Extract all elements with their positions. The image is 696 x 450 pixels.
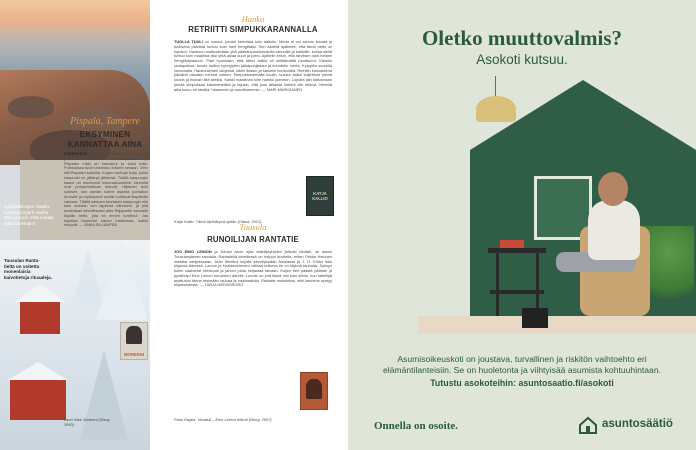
book-cover-katja-kallio [306,176,334,216]
asokoti-ad [348,0,696,450]
person-head [598,172,628,206]
lead-word: TUOLLA TUULI [174,40,203,44]
book-credit: Panu Rajala: Virvatuli – Eino Leinon elämä (Wsoy, 2007) [174,418,272,422]
lamp-cord [495,76,496,98]
asuntosaatio-logo [578,416,688,436]
lamp-icon [476,96,516,122]
winter-photo-caption: Tuusulan Ranta- tieltä on voitettu monenlaisia kaivotietoja rituaaleja. [4,258,52,280]
red-house [20,300,60,334]
ad-subtitle: Asokoti kutsuu. [476,52,568,67]
book-cover-moreeni [120,322,148,360]
author-portrait [306,379,322,399]
table-shelf [490,290,544,294]
ad-link[interactable]: Tutustu asokoteihin: asuntosaatio.fi/asokoti [430,378,614,388]
article-tuusula [160,222,346,450]
article-body [64,152,148,414]
book-credit: Katja Kallio: Tämä läpinäkyvä sydän (Otava, 2021) [174,220,262,224]
table-leg [536,252,539,316]
article-pispala [60,112,150,450]
ad-photo [418,76,696,334]
ad-title: Oletko muuttovalmis? [421,26,623,50]
article-kicker: Tuusula [239,222,267,232]
house-roof [14,284,66,302]
article-text: ja Juhani Ahon ajan taiteilijayhteisö jatkuisi tänään, se asuisi Tuusulanjärven rannalla. Rantatiellä kävellessä on helppo kuvitella, miten Pekka Halonen maalasi ateljeessaan, Jean Sibelius kirjoitti sävellyksiään Ainolassa ja J. H. Erkko istui kirjansa ääressä. Lemun ja Halosenniemen välissä kulkeva tie on täynnä tarinoita. Syksyn tullen vaahterat hehkuvat ja järven pinta heijastaa taivaan. Kuljen tien päästä päähän ja pysähdyn Eino Leinon runokiven äärelle. Luonto on yhä läsnä niin kuin silloin, kun taiteilijat asettuivat tänne etsimään rauhaa ja inspiraatiota. Rantatie muistuttaa, että kauneus syntyy hiljaisuudesta. — TARJA HIRVASNORO [174,250,332,288]
article-heading: RETRIITTI SIMPUKKARANNALLA [188,25,318,34]
article-text: Pohdiskelin selkää ja mikä menee ja ehdin. Täällä katto on aika Tampereella – ja Pispalan mäki on kasvanut ja tullut tuttu. Puistolassa tuuli tunkeutuu lokkien sekaan. Olen silti Pispalan kaduilla. Kuljen vanhoja kujia, joihin kaupunki on jättänyt jälkensä. Täällä kaupungin kaaos on muuttunut kokonaisuudeksi, tarinoita ovat pohjavirraltaan iskeviä. Hiljainen tuuli suhisee, kun asetan kolme askelta portaikon reunalle ja rapistuneet seinät hohtavat iltapäivän valossa. Täältä katsoen tunnistan kaupungin niin kuin muistan sen lapsena nähneeni, ja yhä uudestaan kävellessäni alas Rajaportin saunalle löydän reitin, jota en ennen tuntenut. Jos tuijottaa tarpeeksi kauan maisemaa, kaikki eksyvät. — ANNA SILLANPÄÄ [64,152,148,228]
rock [8,96,54,118]
author-portrait [126,326,142,344]
table-leg [496,252,499,316]
ad-slogan: Onnella on osoite. [374,420,459,432]
ad-body-text: Asumisoikeuskoti on joustava, turvallinen ja riskitön vaihtoehto eri elämäntilanteisiin. Se on huoletonta ja viihtyisää asumista kohtuuhintaan. [382,354,662,375]
house-logo-icon [578,416,598,434]
article-heading: RUNOILIJAN RANTATIE [207,235,299,244]
book-on-table [500,240,524,248]
lead-word: ETEENPÄIN! [64,152,88,156]
red-house [10,380,66,420]
lead-word: JOS EINO LEINON [174,250,212,254]
book-title: MOREENI [123,352,145,357]
book-cover-virvatuli [300,372,328,410]
article-text: on nousut, joudut kerrottaa kuin aaltoilu. Merta ei voi sanoin kuvata ja tuulisena päivänä tuntuu kuin meri hengittäisi. Sen äärellä ajattelee, että tämä hetki on loputon. Hankoon matkustetaan yhä pääkaupunkiseudulta rannoille ja kallioille, koska siellä tuntuu kuin maailma olisi yhtä aikaa suuri ja pieni. Ajattelin ensin, että tarvitsen vain hetken hengähdystauon. Pian huomasin, että lähes kaikki oli selittämättä muuttunut. Kävelin rantapolkua, tunsin kallion kylmyyden jalkapohjissani ja kuuntelin merta. Kylpylän suurella verannalla, Hankoniemen kärjessä, istuin iltaisin ja katselin horisonttia. Retriitin kolmantena päivänä uskalsin mennä veteen. Simpukkarannalla kuulin, kuinka aallot kuljettivat pieniä kuoria ja hioivat niitä sileiksi. Kaikki maailman kiire haihtui jonnekin. Lopulta jäin katsomaan pientä simpukkaa kämmenelläni ja tajusin, että juuri tällaista hetkeä olin etsinyt. Merellä aika kuluu eri tavalla, hitaammin ja armollisemmin. — MARI MARKKANEN [174,40,332,92]
article-kicker: Pispala, Tampere [70,116,140,127]
house-roof [8,362,68,380]
person-body [588,200,640,260]
article-kicker: Hanko [241,14,265,24]
magazine-badge [522,308,548,328]
book-credit: Lauri Viita: Moreeni (Wsoy, 1950) [64,418,111,427]
logo-text: asuntosäätiö [602,418,673,430]
book-title: KATJA KALLIO [312,191,328,201]
plant [644,226,694,316]
article-hanko [160,0,346,232]
article-heading: EKSYMINEN KANNATTAA AINA [67,130,143,149]
top-photo-caption: Kylpylälaivojen Hauko- lunnaa ympärö vanha Meri ja tuuli, mitä maalla pitää tarvitaan? [4,204,54,226]
floor [418,316,696,334]
